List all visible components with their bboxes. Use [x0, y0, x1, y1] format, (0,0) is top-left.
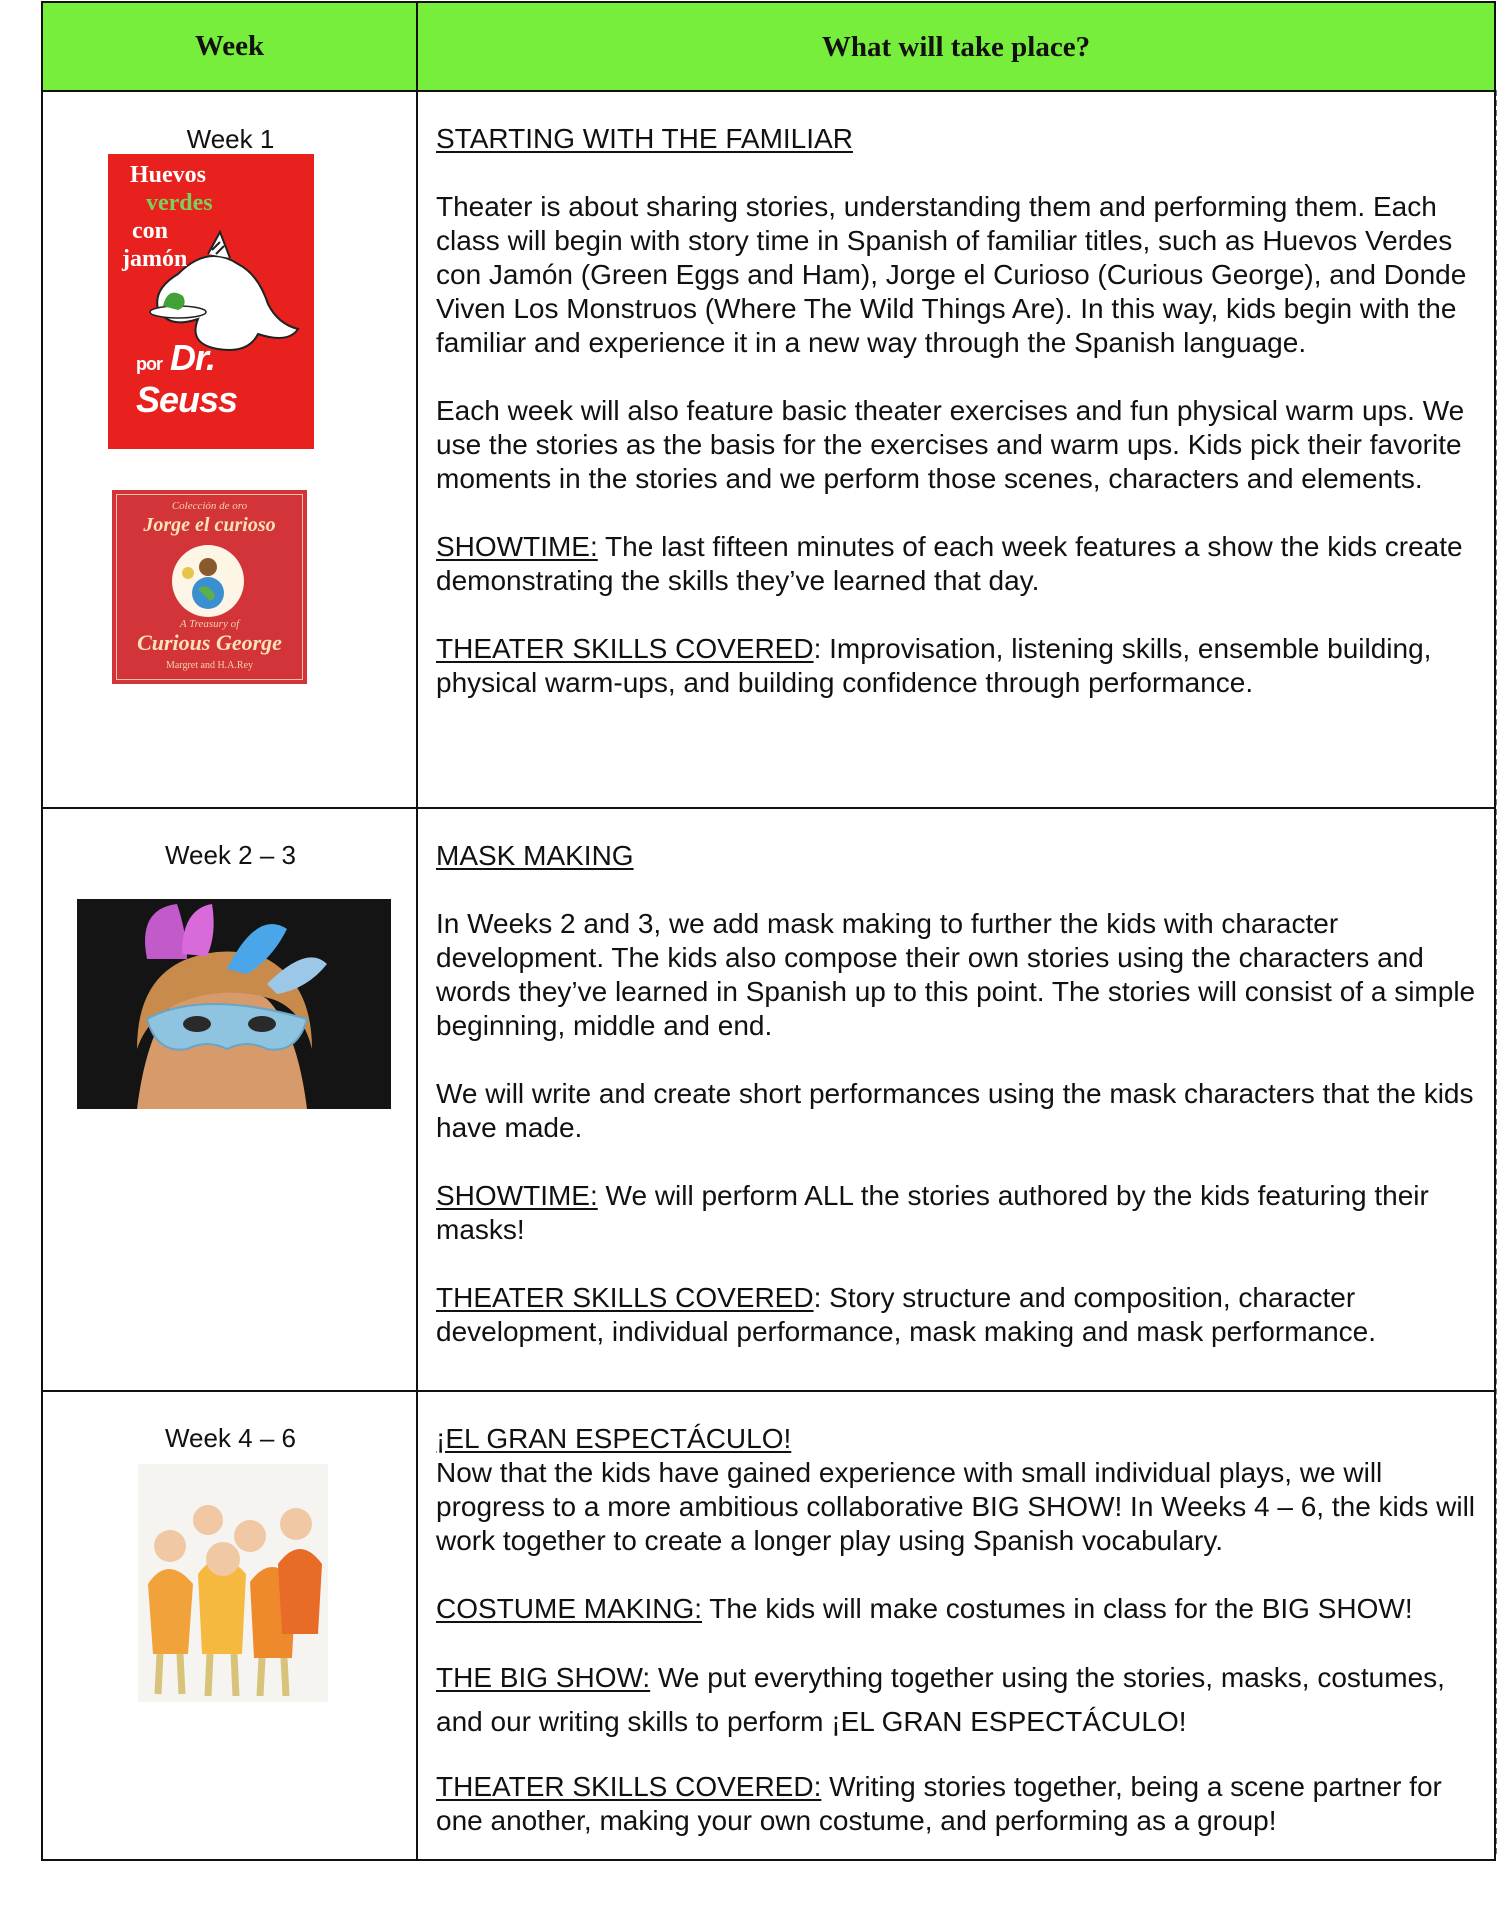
table-row-week-2-3: [43, 809, 1494, 1392]
content-cell: [418, 92, 1494, 807]
skills-paragraph: THEATER SKILLS COVERED: Improvisation, listening skills, ensemble building, physical warm-ups, and building confidence through performance.: [436, 633, 1432, 698]
book1-title-line4: jamón: [122, 246, 188, 272]
costumed-kids-photo: [138, 1464, 328, 1702]
header-content: What will take place?: [821, 30, 1091, 63]
showtime-paragraph: SHOWTIME: We will perform ALL the stories authored by the kids featuring their masks!: [436, 1180, 1429, 1245]
green-eggs-and-ham-cover-image: [108, 154, 314, 449]
book1-title-line3: con: [132, 218, 168, 244]
paragraph: Theater is about sharing stories, understanding them and performing them. Each class will begin with story time in Spanish of familiar titles, such as Huevos Verdes con Jamón (Green Eggs and Ham), Jorge el Curioso (Curious George), and Donde Viven Los Monstruos (Where The Wild Things Are). In this way, kids begin with the familiar and experience it in a new way through the Spanish language.: [436, 191, 1467, 358]
paragraph: Each week will also feature basic theater exercises and fun physical warm ups. We use the stories as the basis for the exercises and warm ups. Kids pick their favorite moments in the stories and we perform those scenes, characters and elements.: [436, 395, 1465, 494]
table-row-week-4-6: [43, 1392, 1494, 1859]
mask-girl-photo: [77, 899, 391, 1109]
book2-authors: Margret and H.A.Rey: [165, 660, 254, 671]
schedule-table: [41, 1, 1496, 1861]
week-label: Week 1: [186, 124, 275, 154]
bigshow-paragraph: THE BIG SHOW: We put everything together using the stories, masks, costumes, and our writing skills to perform ¡EL GRAN ESPECTÁCULO!: [436, 1662, 1445, 1737]
table-header-row: [43, 3, 1494, 92]
curious-george-cover-image: [112, 490, 307, 684]
skills-paragraph: THEATER SKILLS COVERED: Story structure and composition, character development, individual performance, mask making and mask performance.: [436, 1282, 1377, 1347]
book1-title-line1: Huevos: [130, 162, 207, 188]
week-cell: [43, 1392, 418, 1859]
book2-title: Jorge el curioso: [143, 514, 276, 536]
mask-photo-illustration: [77, 899, 391, 1109]
paragraph: We will write and create short performances using the mask characters that the kids have made.: [436, 1078, 1474, 1143]
paragraph: Now that the kids have gained experience with small individual plays, we will progress to a more ambitious collaborative BIG SHOW! In Weeks 4 – 6, the kids will work together to create a longer play using Spanish vocabulary.: [436, 1457, 1476, 1556]
kids-photo-illustration: [138, 1464, 328, 1702]
content-cell: [418, 809, 1494, 1390]
book2-english-title: Curious George: [137, 630, 282, 655]
week-label: Week 2 – 3: [164, 840, 297, 870]
costume-paragraph: COSTUME MAKING: The kids will make costumes in class for the BIG SHOW!: [436, 1593, 1413, 1624]
table-row-week-1: [43, 92, 1494, 809]
content-cell: [418, 1392, 1494, 1859]
monkey-globe-icon: [172, 545, 244, 617]
header-week: Week: [43, 3, 418, 90]
book1-title-line2: verdes: [146, 190, 213, 216]
week-label: Week 4 – 6: [164, 1423, 297, 1453]
skills-paragraph: THEATER SKILLS COVERED: Writing stories together, being a scene partner for one another, making your own costume, and performing as a group!: [436, 1771, 1442, 1836]
section-title: ¡EL GRAN ESPECTÁCULO!: [436, 1423, 792, 1454]
paragraph: In Weeks 2 and 3, we add mask making to further the kids with character development. The kids also compose their own stories using the characters and words they’ve learned in Spanish up to this point. The stories will consist of a simple beginning, middle and end.: [436, 908, 1476, 1041]
week-cell: [43, 809, 418, 1390]
book2-series: Colección de oro: [171, 500, 248, 512]
book2-subtitle: A Treasury of: [179, 618, 240, 630]
week-cell: [43, 92, 418, 807]
showtime-paragraph: SHOWTIME: The last fifteen minutes of each week features a show the kids create demonstrating the skills they’ve learned that day.: [436, 531, 1463, 596]
section-title: STARTING WITH THE FAMILIAR: [436, 123, 853, 154]
book2-illustration: [172, 545, 244, 617]
section-title: MASK MAKING: [436, 840, 634, 871]
book1-author: por Dr. Seuss: [136, 337, 238, 420]
